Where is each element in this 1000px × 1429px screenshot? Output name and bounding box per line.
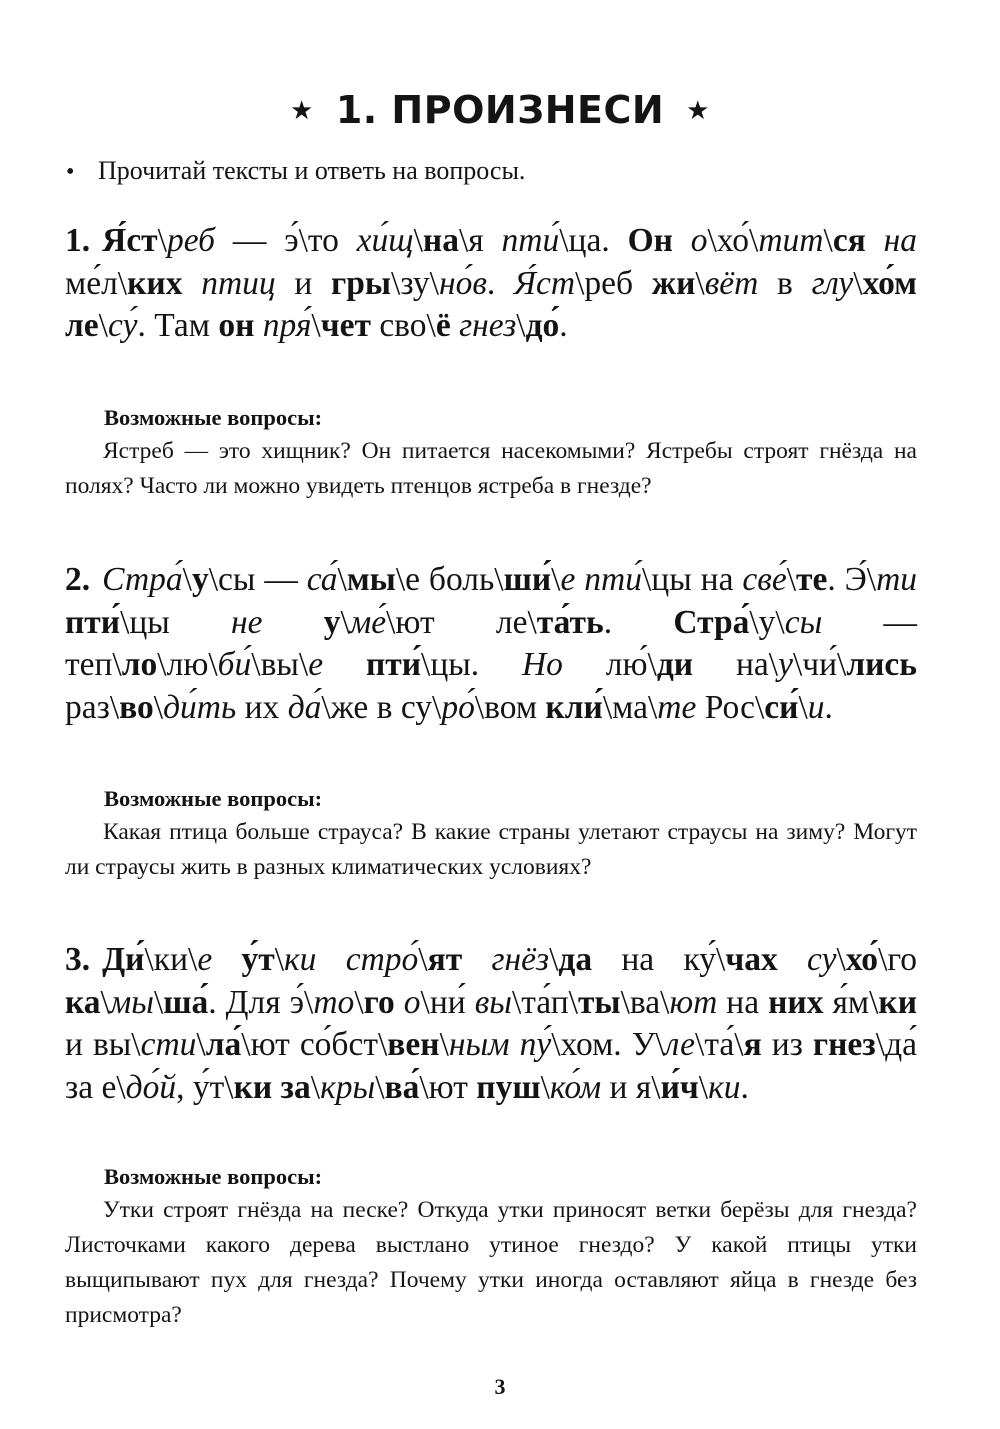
passage-number: 2. [65,561,91,598]
syllable: \ют со́бст\ [241,1026,388,1063]
syllable: ки [708,1068,741,1106]
syllable: \цы на [642,561,743,598]
syllable [395,984,404,1021]
syllable: кры [320,1068,376,1106]
syllable: ты [577,983,621,1021]
syllable: \чи́\ [792,646,847,683]
syllable: на [717,983,769,1021]
syllable: \я [458,222,502,259]
syllable: \го [878,941,918,978]
syllable [272,1069,280,1106]
syllable: \ [153,688,164,726]
syllable: ют [669,983,718,1021]
syllable: ле [664,1026,696,1063]
syllable: да [558,941,593,978]
passage-number: 3. [65,941,91,978]
syllable: \ют ле\ [386,603,537,641]
syllable: \ [375,1068,385,1106]
syllable: за [280,1068,311,1106]
syllable: \ [695,264,705,302]
syllable: \ [153,983,164,1021]
heading-text: 1. ПРОИЗНЕСИ [335,88,665,132]
syllable: су́ [107,307,138,344]
syllable: до́ [525,307,560,344]
syllable: их [236,688,288,726]
syllable: в [758,264,812,302]
syllable: те [796,561,828,598]
syllable: Он [627,222,673,259]
syllable: ти [876,561,918,598]
syllable: \та́п\ [511,983,578,1021]
syllable: ка [65,983,101,1021]
instruction-text: Прочитай тексты и ответь на вопросы. [98,156,526,185]
syllable: \ [98,307,108,344]
syllable: са́ [306,561,338,598]
syllable: Я́ст [513,264,576,302]
syllable: \ [540,1068,550,1106]
syllable: су [807,941,837,978]
questions-text: Какая птица больше страуса? В какие страны улетают страусы на зиму? Могут ли страусы жить в разных климатических условиях? [65,819,917,880]
syllable: лись [846,646,918,683]
syllable: то [313,983,355,1021]
syllable [451,307,459,344]
syllable: . Для э́\ [208,983,314,1021]
syllable: \ [354,983,364,1021]
syllable: \ [549,941,559,978]
syllable: пти́ [501,222,560,259]
syllable: на ку́\ [592,941,726,978]
syllable: \ [274,941,284,978]
syllable: \ [310,1068,321,1106]
syllable: из [761,1026,813,1063]
syllable: — [215,222,285,259]
syllable: у [191,561,209,598]
syllable: до́й [125,1068,177,1106]
syllable: ких [127,264,183,302]
syllable [316,941,345,978]
syllable: на [422,222,459,259]
syllable: ла́ [205,1026,242,1063]
syllable: хи́щ [356,222,414,259]
syllable: и вы\ [65,1026,141,1063]
syllable: чет [320,307,371,344]
syllable: ко́м [549,1068,602,1106]
syllable: э́ [284,222,299,259]
syllable: \е боль\ [395,561,504,598]
passage-text [65,941,917,1106]
syllable: ме́л\ [65,264,128,302]
syllable: \ [157,222,167,259]
syllable [323,646,366,683]
passage-1 [65,220,917,348]
star-left-icon: ★ [290,96,314,126]
instruction [66,154,926,189]
syllable: — теп\ [65,603,918,683]
syllable [673,222,691,259]
syllable: \ [786,561,796,598]
syllable: \лю\ [157,646,218,683]
syllable: \ни́ [420,983,475,1021]
syllable: Ди́ [102,941,145,978]
syllable: во [119,688,154,726]
syllable: ва́ [384,1068,420,1106]
syllable: ё [435,307,451,344]
syllable [212,941,241,978]
syllable: . [824,688,833,726]
syllable: \ [413,222,423,259]
syllable: \ [853,264,863,302]
syllable [575,561,584,598]
syllable: вы [474,983,512,1021]
syllable: Но [521,646,563,683]
syllable: чах [725,941,778,978]
syllable: . Там [137,307,219,344]
syllable: ди [656,646,694,683]
syllable: ле [65,307,99,344]
syllable: них [768,983,824,1021]
syllable: та́ть [536,603,604,641]
syllable: о [403,983,421,1021]
syllable: \ [196,1026,206,1063]
syllable [778,941,807,978]
syllable: тит [758,222,824,259]
syllable: пуш [476,1068,541,1106]
syllable: вёт [704,264,759,302]
syllable: пти́ [65,603,121,641]
syllable: у́т [241,941,275,978]
syllable: хо́ [845,941,879,978]
star-right-icon: ★ [686,96,710,126]
syllable: реб [166,222,215,259]
page-number: 3 [494,1374,506,1399]
syllable: би́ [217,646,252,683]
syllable: раз\ [65,688,120,726]
syllable: кли́ [545,688,603,726]
syllable: но́в [438,264,487,302]
syllable: сво\ [379,307,436,344]
syllable: пти́ [365,646,422,683]
syllable: мы [346,561,396,598]
syllable [462,941,491,978]
syllable: ки [878,983,918,1021]
questions-text: Утки строят гнёзда на песке? Откуда утки приносят ветки берёзы для гнезда? Листочками какого дерева выстлано утиное гнездо? У какой птицы утки выщипывают пух для гнезда? Почему утки иногда оставляют яйца в гнезде без присмотра? [65,1197,917,1328]
syllable: \ [100,983,110,1021]
syllable: . Э́\ [827,561,877,598]
syllable: \сы — [208,561,307,598]
syllable: ши́ [503,561,552,598]
syllable: я́м\ [823,983,879,1021]
syllable: жи [651,264,696,302]
syllable: ным [448,1026,510,1063]
syllable: \ [418,941,428,978]
syllable: \ [836,941,846,978]
syllable: гнёз [491,941,550,978]
syllable: \ [551,561,561,598]
syllable: \вы\ [251,646,309,683]
syllable: \ [182,561,192,598]
syllable: гнез [459,307,517,344]
syllable: \ [798,688,808,726]
syllable: \ют [419,1068,477,1106]
syllable: мы [109,983,154,1021]
syllable: на [883,222,918,259]
syllable: и [807,688,825,726]
syllable: сы [784,603,823,641]
syllable: \то [298,222,357,259]
syllable: \ки\ [144,941,198,978]
syllable: те [657,688,697,726]
questions-label: Возможные вопросы: [104,1164,323,1189]
syllable [182,265,201,302]
syllable: е [308,646,324,683]
syllable: ди́ть [163,688,237,726]
syllable: \ [823,222,833,259]
syllable: \да́ за е\ [65,1026,918,1106]
syllable: \цы. [421,646,522,683]
syllable [263,604,324,641]
syllable: лю́\ [562,646,657,683]
syllable: Стра́ [102,561,183,598]
syllable: \хом. У\ [551,1026,665,1063]
syllable: ки [233,1068,273,1106]
syllable: е [560,561,576,598]
syllable: \вом [474,688,546,726]
syllable: ло [121,646,158,683]
syllable [254,307,262,344]
syllable: \ца. [559,222,628,259]
syllable: \ва\ [620,983,670,1021]
syllable: Я́ст [102,222,158,259]
syllable [510,1026,520,1063]
syllable: у [323,603,341,641]
syllable: . [559,307,568,344]
syllable: у [778,646,793,683]
syllable: пря́ [262,307,312,344]
syllable: \реб [575,264,652,302]
page-heading [0,80,1000,140]
syllable: , у́т\ [176,1068,234,1106]
syllable: \та́\ [695,1026,744,1063]
syllable: све́ [742,561,787,598]
syllable: \ [311,307,321,344]
syllable: \хо́\ [707,222,759,259]
syllable: . [603,603,674,641]
syllable: гнез [812,1026,876,1063]
syllable: ро́ [441,688,475,726]
questions-text: Ястреб — это хищник? Он питается насекомыми? Ястребы строят гнёзда на полях? Часто ли можно увидеть птенцов ястреба в гнезде? [65,438,917,499]
syllable: и я\ [601,1068,661,1106]
syllable: \ [516,307,526,344]
questions-label: Возможные вопросы: [104,405,323,430]
syllable: пти́ [584,561,642,598]
syllable: ят [427,941,463,978]
syllable: го [363,983,395,1021]
syllable: гры [331,264,392,302]
syllable: вен [387,1026,440,1063]
syllable: \ [698,1068,709,1106]
syllable: да́ [287,688,322,726]
syllable: хо́м [862,264,917,302]
syllable: е [197,941,213,978]
syllable: сти [140,1026,197,1063]
syllable: ша́ [163,983,209,1021]
passage-2 [65,559,917,729]
syllable: \у\ [749,603,785,641]
syllable: и́ч [660,1068,699,1106]
passage-text [65,222,917,344]
syllable: \зу\ [391,264,439,302]
syllable [693,646,736,683]
syllable: \ [439,1026,449,1063]
syllable: \ма\ [602,688,658,726]
syllable: и [275,264,332,302]
questions-label: Возможные вопросы: [104,786,323,811]
syllable: о [690,222,708,259]
passage-3 [65,939,917,1109]
syllable: пу́ [519,1026,552,1063]
syllable: птиц [201,264,276,302]
syllable: он [218,307,255,344]
syllable: Стра́ [673,603,750,641]
syllable: \ [337,561,347,598]
syllable: ки [284,941,317,978]
syllable: стро́ [345,941,419,978]
syllable: я [743,1026,762,1063]
syllable [866,222,884,259]
syllable: на\ [735,646,779,683]
syllable: . [486,264,514,302]
syllable: \ [340,603,350,641]
syllable: глу [811,264,854,302]
syllable: ме́ [349,603,387,641]
syllable: \цы [120,603,232,641]
syllable: \же в су\ [321,688,442,726]
syllable: си́ [764,688,799,726]
syllable: Рос\ [696,688,765,726]
passage-number: 1. [65,222,91,259]
passage-text [65,561,917,726]
syllable: не [231,603,263,641]
syllable: ся [832,222,866,259]
bullet-icon: • [66,159,75,185]
syllable: . [740,1068,749,1106]
